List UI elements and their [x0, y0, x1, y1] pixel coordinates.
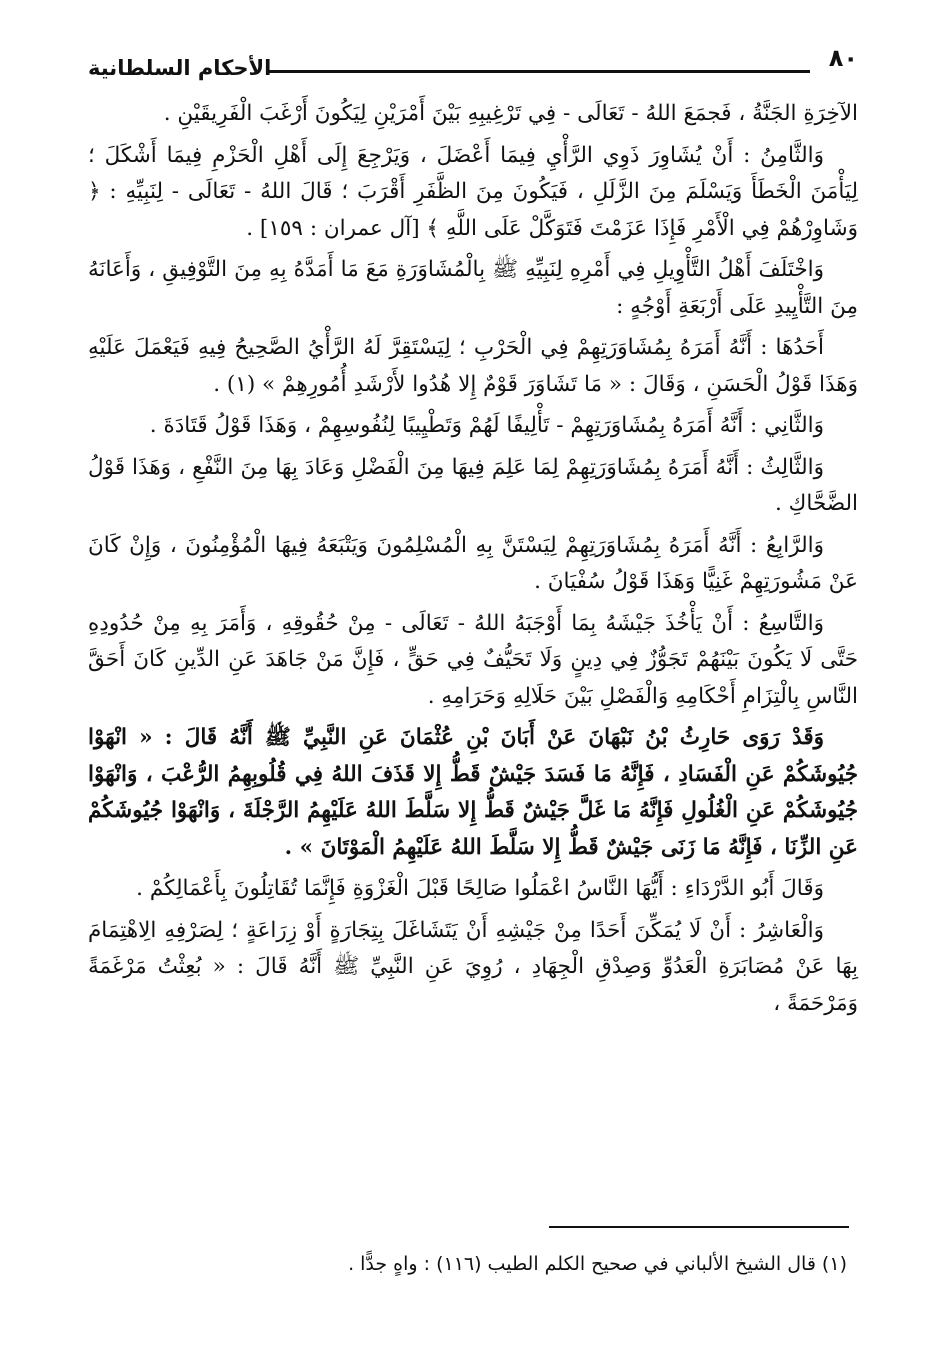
- paragraph: وَقَالَ أَبُو الدَّرْدَاءِ : أَيُّهَا النَّاسُ اعْمَلُوا صَالِحًا قَبْلَ الْغَزْوَةِ فَإِنَّمَا تُقَاتِلُونَ بِأَعْمَالِكُمْ .: [136, 876, 824, 901]
- footnote: (١) قال الشيخ الألباني في صحيح الكلم الطيب (١١٦) : واهٍ جدًّا .: [348, 1253, 847, 1275]
- paragraph: وَاخْتَلَفَ أَهْلُ التَّأْوِيلِ فِي أَمْرِهِ لِنَبِيِّهِ ﷺ بِالْمُشَاوَرَةِ مَعَ مَا أَمَدَّهُ بِهِ مِنَ التَّوْفِيقِ ، وَأَعَانَهُ مِنَ التَّأْيِيدِ عَلَى أَرْبَعَةِ أَوْجُهٍ :: [88, 257, 858, 319]
- page-number: ٨٠: [828, 44, 858, 72]
- paragraph: أَحَدُهَا : أَنَّهُ أَمَرَهُ بِمُشَاوَرَتِهِمْ فِي الْحَرْبِ ؛ لِيَسْتَقِرَّ لَهُ الرَّأْيُ الصَّحِيحُ فِيهِ فَيَعْمَلَ عَلَيْهِ وَهَذَا قَوْلُ الْحَسَنِ ، وَقَالَ : « مَا تَشَاوَرَ قَوْمٌ إِلا هُدُوا لأَرْشَدِ أُمُورِهِمْ » (١) .: [88, 335, 858, 397]
- paragraph: الآخِرَةِ الجَنَّةُ ، فَجمَعَ اللهُ - تَعَالَى - فِي تَرْغِيبِهِ بَيْنَ أَمْرَيْنِ لِيَكُونَ أَرْغَبَ الْفَرِيقَيْنِ .: [163, 101, 858, 126]
- paragraph: وَالثَّالِثُ : أَنَّهُ أَمَرَهُ بِمُشَاوَرَتِهِمْ لِمَا عَلِمَ فِيهَا مِنَ الْفَضْلِ وَعَادَ بِهَا مِنَ النَّفْعِ ، وَهَذَا قَوْلُ الضَّحَّاكِ .: [88, 454, 858, 516]
- main-text: [88, 96, 858, 1027]
- book-title: الأحكام السلطانية: [88, 56, 272, 80]
- paragraph: وَالتَّاسِعُ : أَنْ يَأْخُذَ جَيْشَهُ بِمَا أَوْجَبَهُ اللهُ - تَعَالَى - مِنْ حُقُوقِهِ ، وَأَمَرَ بِهِ مِنْ حُدُودِهِ حَتَّى لَا يَكُونَ بَيْنَهُمْ تَجَوُّزٌ فِي دِينٍ وَلَا تَحَيُّفٌ فِي حَقٍّ ، فَإِنَّ مَنْ جَاهَدَ عَنِ الدِّينِ كَانَ أَحَقَّ النَّاسِ بِالْتِزَامِ أَحْكَامِهِ وَالْفَصْلِ بَيْنَ حَلَالِهِ وَحَرَامِهِ .: [88, 610, 858, 709]
- paragraph: وَالثَّانِي : أَنَّهُ أَمَرَهُ بِمُشَاوَرَتِهِمْ - تَأْلِيفًا لَهُمْ وَتَطْيِيبًا لِنُفُوسِهِمْ ، وَهَذَا قَوْلُ قَتَادَةَ .: [149, 413, 824, 438]
- page-header: [88, 44, 858, 84]
- paragraph: وَقَدْ رَوَى حَارِثُ بْنُ نَبْهَانَ عَنْ أَبَانَ بْنِ عُثْمَانَ عَنِ النَّبِيِّ ﷺ أَنَّهُ قَالَ : « انْهَوْا جُيُوشَكُمْ عَنِ الْفَسَادِ ، فَإِنَّهُ مَا فَسَدَ جَيْشٌ قَطُّ إِلا قَذَفَ اللهُ فِي قُلُوبِهِمُ الرُّعْبَ ، وَانْهَوْا جُيُوشَكُمْ عَنِ الْغُلُولِ فَإِنَّهُ مَا غَلَّ جَيْشٌ قَطُّ إِلا سَلَّطَ اللهُ عَلَيْهِمُ الرَّجْلَةَ ، وَانْهَوْا جُيُوشَكُمْ عَنِ الزِّنَا ، فَإِنَّهُ مَا زَنَى جَيْشٌ قَطُّ إِلا سَلَّطَ اللهُ عَلَيْهِمُ الْمَوْتَانَ » .: [88, 725, 858, 860]
- paragraph: وَالْعَاشِرُ : أَنْ لَا يُمَكِّنَ أَحَدًا مِنْ جَيْشِهِ أَنْ يَتَشَاغَلَ بِتِجَارَةٍ أَوْ زِرَاعَةٍ ؛ لِصَرْفِهِ الِاهْتِمَامَ بِهَا عَنْ مُصَابَرَةِ الْعَدُوِّ وَصِدْقِ الْجِهَادِ ، رُوِيَ عَنِ النَّبِيِّ ﷺ أَنَّهُ قَالَ : « بُعِثْتُ مَرْغَمَةً وَمَرْحَمَةً ،: [88, 917, 858, 1016]
- header-rule: [268, 70, 810, 73]
- paragraph: وَالرَّابِعُ : أَنَّهُ أَمَرَهُ بِمُشَاوَرَتِهِمْ لِيَسْتَنَّ بِهِ الْمُسْلِمُونَ وَيَتْبَعَهُ فِيهَا الْمُؤْمِنُونَ ، وَإِنْ كَانَ عَنْ مَشُورَتِهِمْ غَنِيًّا وَهَذَا قَوْلُ سُفْيَانَ .: [88, 532, 858, 594]
- paragraph: وَالثَّامِنُ : أَنْ يُشَاوِرَ ذَوِي الرَّأْيِ فِيمَا أَعْضَلَ ، وَيَرْجِعَ إِلَى أَهْلِ الْحَزْمِ فِيمَا أَشْكَلَ ؛ لِيَأْمَنَ الْخَطَأَ وَيَسْلَمَ مِنَ الزَّلَلِ ، فَيَكُونَ مِنَ الظَّفَرِ أَقْرَبَ ؛ قَالَ اللهُ - تَعَالَى - لِنَبِيِّهِ : ﴿ وَشَاوِرْهُمْ فِي الْأَمْرِ فَإِذَا عَزَمْتَ فَتَوَكَّلْ عَلَى اللَّهِ ﴾ [آل عمران : ١٥٩] .: [88, 142, 858, 241]
- footnote-separator: [549, 1226, 849, 1228]
